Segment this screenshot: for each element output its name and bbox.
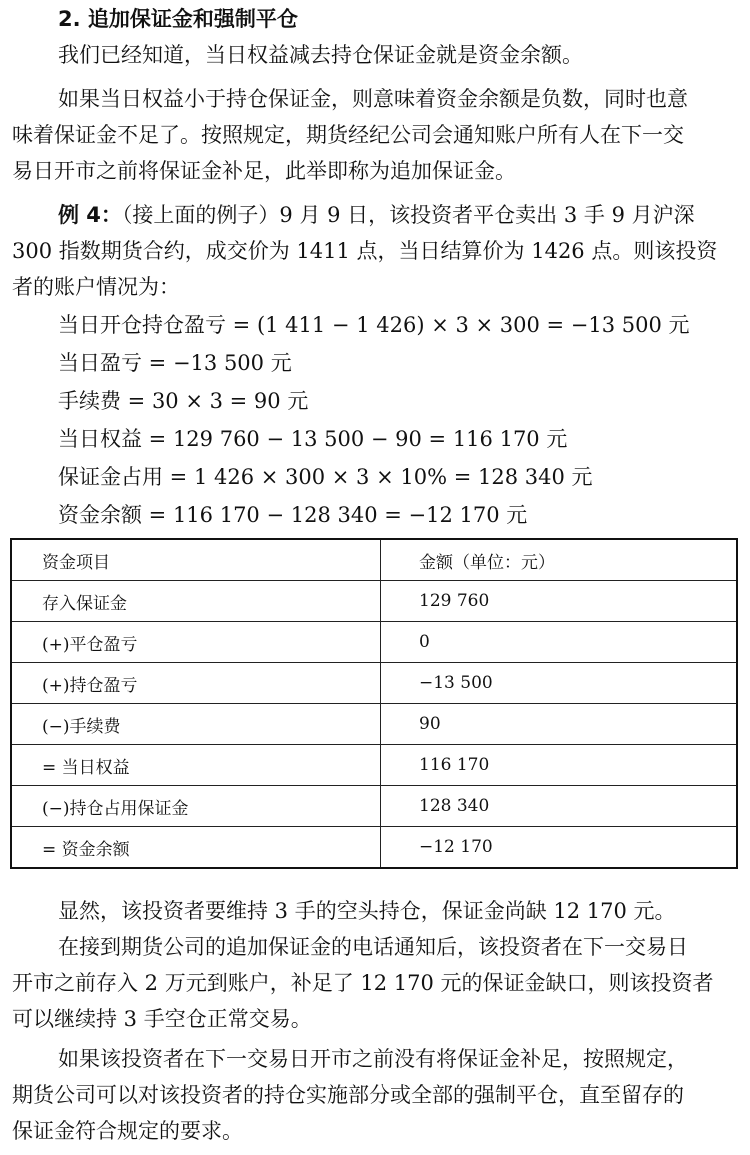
table-row — [11, 745, 737, 786]
example-label: 例 4： — [58, 203, 122, 227]
table-row — [11, 663, 737, 704]
table-cell-item: (−)持仓占用保证金 — [11, 786, 381, 827]
intro-line-1: 我们已经知道，当日权益减去持仓保证金就是资金余额。 — [58, 43, 583, 67]
intro-line-3: 味着保证金不足了。按照规定，期货经纪公司会通知账户所有人在下一交 — [12, 123, 684, 147]
table-cell-item: 存入保证金 — [11, 581, 381, 622]
table-cell-amount: −12 170 — [381, 827, 738, 869]
table-row — [11, 827, 737, 869]
conclusion-line-3: 开市之前存入 2 万元到账户，补足了 12 170 元的保证金缺口，则该投资者 — [12, 971, 714, 995]
calc-daily-equity: 当日权益 = 129 760 − 13 500 − 90 = 116 170 元 — [58, 427, 568, 451]
intro-line-2: 如果当日权益小于持仓保证金，则意味着资金余额是负数，同时也意 — [58, 87, 688, 111]
example-line-1-text: （接上面的例子）9 月 9 日，该投资者平仓卖出 3 手 9 月沪深 — [121, 203, 695, 227]
table-cell-amount: 116 170 — [381, 745, 738, 786]
table-cell-item: = 资金余额 — [11, 827, 381, 869]
table-cell-amount: 128 340 — [381, 786, 738, 827]
section-heading: 2. 追加保证金和强制平仓 — [58, 7, 298, 31]
account-table — [10, 538, 738, 869]
table-cell-item: (+)平仓盈亏 — [11, 622, 381, 663]
conclusion-line-6: 期货公司可以对该投资者的持仓实施部分或全部的强制平仓，直至留存的 — [12, 1083, 684, 1107]
conclusion-line-2: 在接到期货公司的追加保证金的电话通知后，该投资者在下一交易日 — [58, 935, 688, 959]
example-line-2: 300 指数期货合约，成交价为 1411 点，当日结算价为 1426 点。则该投资 — [12, 239, 718, 263]
table-cell-item: = 当日权益 — [11, 745, 381, 786]
calc-fund-balance: 资金余额 = 116 170 − 128 340 = −12 170 元 — [58, 503, 528, 527]
table-header-item: 资金项目 — [11, 539, 381, 581]
table-header-amount: 金额（单位：元） — [381, 539, 738, 581]
conclusion-line-4: 可以继续持 3 手空仓正常交易。 — [12, 1007, 312, 1031]
table-cell-amount: 90 — [381, 704, 738, 745]
example-line-3: 者的账户情况为： — [12, 275, 180, 299]
table-cell-amount: 0 — [381, 622, 738, 663]
table-row — [11, 581, 737, 622]
calc-daily-pnl: 当日盈亏 = −13 500 元 — [58, 351, 292, 375]
table-header-row — [11, 539, 737, 581]
conclusion-line-7: 保证金符合规定的要求。 — [12, 1119, 243, 1143]
table-row — [11, 704, 737, 745]
example-line-1 — [58, 200, 695, 230]
conclusion-line-1: 显然，该投资者要维持 3 手的空头持仓，保证金尚缺 12 170 元。 — [58, 899, 676, 923]
conclusion-line-5: 如果该投资者在下一交易日开市之前没有将保证金补足，按照规定， — [58, 1047, 688, 1071]
table-cell-item: (+)持仓盈亏 — [11, 663, 381, 704]
table-row — [11, 622, 737, 663]
table-cell-item: (−)手续费 — [11, 704, 381, 745]
calc-margin-used: 保证金占用 = 1 426 × 300 × 3 × 10% = 128 340 元 — [58, 465, 593, 489]
calc-commission: 手续费 = 30 × 3 = 90 元 — [58, 389, 309, 413]
table-cell-amount: 129 760 — [381, 581, 738, 622]
table-cell-amount: −13 500 — [381, 663, 738, 704]
calc-open-position-pnl: 当日开仓持仓盈亏 = (1 411 − 1 426) × 3 × 300 = −13 500 元 — [58, 313, 690, 337]
table-row — [11, 786, 737, 827]
intro-line-4: 易日开市之前将保证金补足，此举即称为追加保证金。 — [12, 159, 516, 183]
